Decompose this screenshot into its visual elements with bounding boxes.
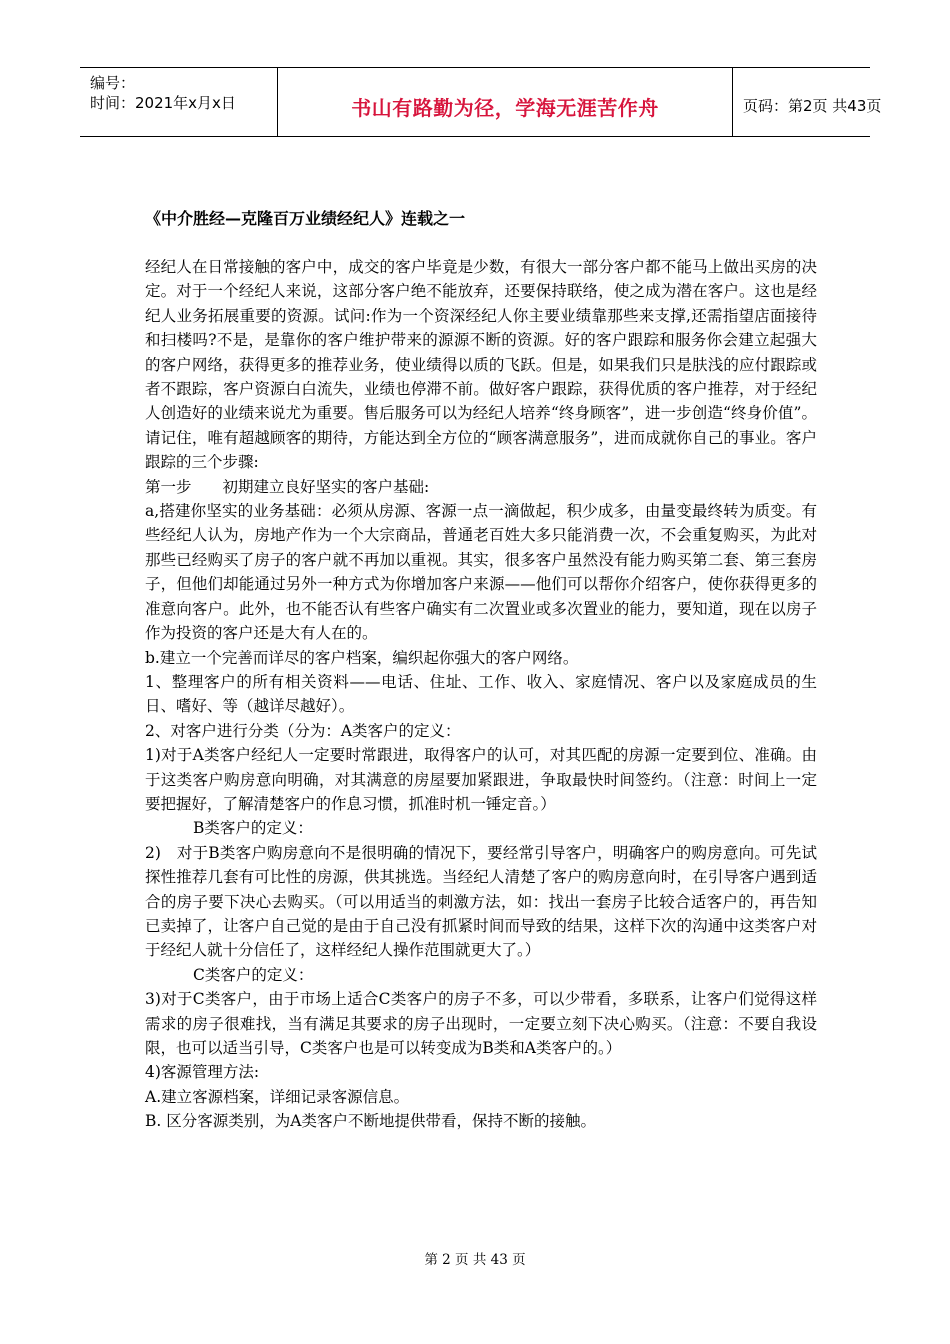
- code-label: 编号：: [90, 74, 136, 92]
- paragraph-b-definition: B类客户的定义：: [193, 819, 313, 838]
- motto-text: 书山有路勤为径，学海无涯苦作舟: [351, 96, 659, 120]
- page-info: 页码：第2页 共43页: [743, 97, 882, 115]
- header-left-cell: [80, 68, 278, 136]
- document-body: [145, 255, 817, 1134]
- paragraph-4: 4)客源管理方法:: [145, 1063, 260, 1082]
- document-title: 《中介胜经—克隆百万业绩经纪人》连载之一: [145, 209, 466, 228]
- paragraph-a: a,搭建你坚实的业务基础：必须从房源、客源一点一滴做起，积少成多，由量变最终转为质变。有些经纪人认为，房地产作为一个大宗商品，普通老百姓大多只能消费一次，不会重复购买，为此对那些已经购买了房子的客户就不再加以重视。其实，很多客户虽然没有能力购买第二套、第三套房子，但他们却能通过另外一种方式为你增加客户来源——他们可以帮你介绍客户，使你获得更多的准意向客户。此外，也不能否认有些客户确实有二次置业或多次置业的能力，要知道，现在以房子作为投资的客户还是大有人在的。: [145, 502, 817, 643]
- paragraph-c-definition: C类客户的定义：: [193, 965, 314, 984]
- paragraph-step1: 第一步 初期建立良好坚实的客户基础:: [145, 477, 430, 496]
- paragraph-b: b.建立一个完善而详尽的客户档案，编织起你强大的客户网络。: [145, 648, 579, 667]
- paragraph-method-b: B. 区分客源类别，为A类客户不断地提供带看，保持不断的接触。: [145, 1112, 596, 1131]
- header-page-cell: [733, 68, 882, 136]
- paragraph-2: 2、对客户进行分类（分为：A类客户的定义：: [145, 721, 461, 740]
- header-motto-cell: [278, 68, 733, 136]
- paragraph-intro: 经纪人在日常接触的客户中，成交的客户毕竟是少数，有很大一部分客户都不能马上做出买房的决定。对于一个经纪人来说，这部分客户绝不能放弃，还要保持联络，使之成为潜在客户。这也是经纪人业务拓展重要的资源。试问:作为一个资深经纪人你主要业绩靠那些来支撑,还需指望店面接待和扫楼吗?不是，是靠你的客户维护带来的源源不断的资源。好的客户跟踪和服务你会建立起强大的客户网络，获得更多的推荐业务，使业绩得以质的飞跃。但是，如果我们只是肤浅的应付跟踪或者不跟踪，客户资源白白流失，业绩也停滞不前。做好客户跟踪，获得优质的客户推荐，对于经纪人创造好的业绩来说尤为重要。售后服务可以为经纪人培养“终身顾客”，进一步创造“终身价值”。请记住，唯有超越顾客的期待，方能达到全方位的“顾客满意服务”，进而成就你自己的事业。客户跟踪的三个步骤:: [145, 258, 817, 472]
- paragraph-c-class: 3)对于C类客户，由于市场上适合C类客户的房子不多，可以少带看，多联系，让客户们觉得这样需求的房子很难找，当有满足其要求的房子出现时，一定要立刻下决心购买。（注意：不要自我设限，也可以适当引导，C类客户也是可以转变成为B类和A类客户的。）: [145, 990, 817, 1057]
- paragraph-b-class: 2) 对于B类客户购房意向不是很明确的情况下，要经常引导客户，明确客户的购房意向。可先试探性推荐几套有可比性的房源，供其挑选。当经纪人清楚了客户的购房意向时，在引导客户遇到适合的房子要下决心去购买。（可以用适当的刺激方法，如：找出一套房子比较合适客户的，再告知已卖掉了，让客户自己觉的是由于自己没有抓紧时间而导致的结果，这样下次的沟通中这类客户对于经纪人就十分信任了，这样经纪人操作范围就更大了。）: [145, 843, 817, 960]
- paragraph-method-a: A.建立客源档案，详细记录客源信息。: [145, 1087, 410, 1106]
- date-line: 时间：2021年x月x日: [90, 94, 236, 112]
- paragraph-1: 1、整理客户的所有相关资料——电话、住址、工作、收入、家庭情况、客户以及家庭成员的生日、嗜好、等（越详尽越好）。: [145, 672, 817, 716]
- paragraph-a-class: 1)对于A类客户经纪人一定要时常跟进，取得客户的认可，对其匹配的房源一定要到位、准确。由于这类客户购房意向明确，对其满意的房屋要加紧跟进，争取最快时间签约。（注意：时间上一定要把握好，了解清楚客户的作息习惯，抓准时机一锤定音。）: [145, 746, 817, 813]
- page-footer: 第 2 页 共 43 页: [424, 1252, 526, 1268]
- page-header: [80, 67, 882, 137]
